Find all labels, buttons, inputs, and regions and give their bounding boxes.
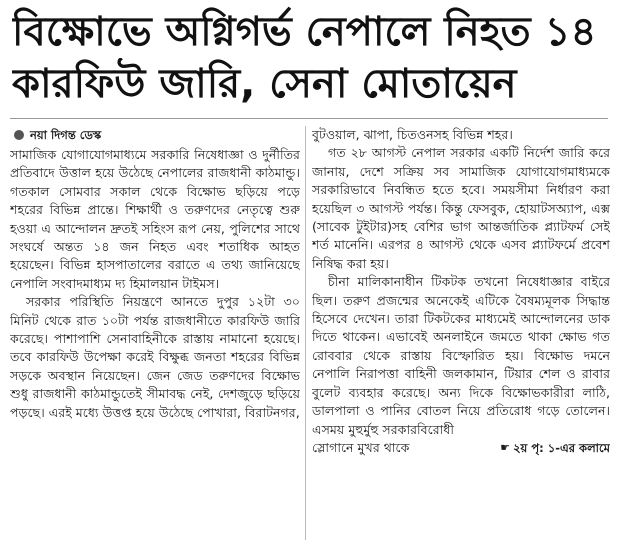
article-body bbox=[10, 126, 610, 540]
continued-link[interactable] bbox=[500, 439, 610, 457]
paragraph: চীনা মালিকানাধীন টিকটক তখনো নিষেধাজ্ঞার বাইরে ছিল। তরুণ প্রজন্মের অনেকেই এটিকে বৈষম্যমূলক সিদ্ধান্ত হিসেবে দেখেন। তারা টিকটকের মাধ্যমেই আন্দোলনের ডাক দিতে থাকেন। এভাবেই অনলাইনে জমতে থাকা ক্ষোভ গত রোববার থেকে রাস্তায় বিস্ফোরিত হয়। বিক্ষোভ দমনে নেপালি নিরাপত্তা বাহিনী জলকামান, টিয়ার শেল ও রাবার বুলেট ব্যবহার করেছে। অন্য দিকে বিক্ষোভকারীরা লাঠি, ডালপালা ও পানির বোতল নিয়ে প্রতিরোধ গড়ে তোলেন। এসময় মুহুর্মুহু সরকারবিরোধী bbox=[312, 274, 610, 437]
paragraph: সামাজিক যোগাযোগমাধ্যমে সরকারি নিষেধাজ্ঞা ও দুর্নীতির প্রতিবাদে উত্তাল হয়ে উঠেছে নেপালের রাজধানী কাঠমান্ডু। গতকাল সোমবার সকাল থেকে বিক্ষোভ ছড়িয়ে পড়ে শহরের বিভিন্ন প্রান্তে। শিক্ষার্থী ও তরুণদের নেতৃত্বে শুরু হওয়া এ আন্দোলন দ্রুতই সহিংস রূপ নেয়, পুলিশের সাথে সংঘর্ষে অন্তত ১৪ জন নিহত এবং শতাধিক আহত হয়েছেন। বিভিন্ন হাসপাতালের বরাতে এ তথ্য জানিয়েছে নেপালি সংবাদমাধ্যম দ্য হিমালয়ান টাইমস। bbox=[10, 147, 300, 291]
headline-line-1: বিক্ষোভে অগ্নিগর্ভ নেপালে নিহত ১৪ bbox=[12, 9, 597, 55]
column-divider bbox=[305, 126, 306, 540]
byline bbox=[10, 126, 300, 144]
byline-text: নয়া দিগন্ত ডেস্ক bbox=[30, 128, 102, 142]
last-line: স্লোগানে মুখর থাকে bbox=[312, 439, 410, 455]
column-right bbox=[312, 126, 610, 540]
continuation-row bbox=[312, 439, 610, 457]
headline bbox=[0, 0, 618, 118]
paragraph-continued: বুটওয়াল, ঝাপা, চিতওনসহ বিভিন্ন শহর। bbox=[312, 127, 513, 142]
bullet-icon bbox=[14, 130, 24, 140]
column-left bbox=[10, 126, 300, 540]
paragraph: সরকার পরিস্থিতি নিয়ন্ত্রণে আনতে দুপুর ১২টা ৩০ মিনিট থেকে রাত ১০টা পর্যন্ত রাজধানীতে কারফিউ জারি করেছে। পাশাপাশি সেনাবাহিনীকে রাস্তায় নামানো হয়েছে। তবে কারফিউ উপেক্ষা করেই বিক্ষুব্ধ জনতা শহরের বিভিন্ন সড়কে অবস্থান নিয়েছেন। জেন জেড তরুণদের বিক্ষোভ শুধু রাজধানী কাঠমান্ডুতেই সীমাবদ্ধ নেই, দেশজুড়ে ছড়িয়ে পড়ছে। এরই মধ্যে উত্তপ্ত হয়ে উঠেছে পোখারা, বিরাটনগর, bbox=[10, 294, 300, 420]
paragraph: গত ২৮ আগস্ট নেপাল সরকার একটি নির্দেশ জারি করে জানায়, দেশে সক্রিয় সব সামাজিক যোগাযোগমাধ্যমকে সরকারিভাবে নিবন্ধিত হতে হবে। সময়সীমা নির্ধারণ করা হয়েছিল ৩ আগস্ট পর্যন্ত। কিন্তু ফেসবুক, হোয়াটসঅ্যাপ, এক্স (সাবেক টুইটার)সহ বেশির ভাগ আন্তর্জাতিক প্ল্যাটফর্ম সেই শর্ত মানেনি। এরপর ৪ আগস্ট থেকে এসব প্ল্যাটফর্মে প্রবেশ নিষিদ্ধ করা হয়। bbox=[312, 145, 610, 271]
headline-divider bbox=[10, 118, 608, 119]
pointer-icon: ☛ bbox=[500, 440, 511, 454]
continued-text: ২য় পৃ: ১-এর কলামে bbox=[513, 440, 610, 455]
headline-line-2: কারফিউ জারি, সেনা মোতায়েন bbox=[12, 61, 517, 107]
